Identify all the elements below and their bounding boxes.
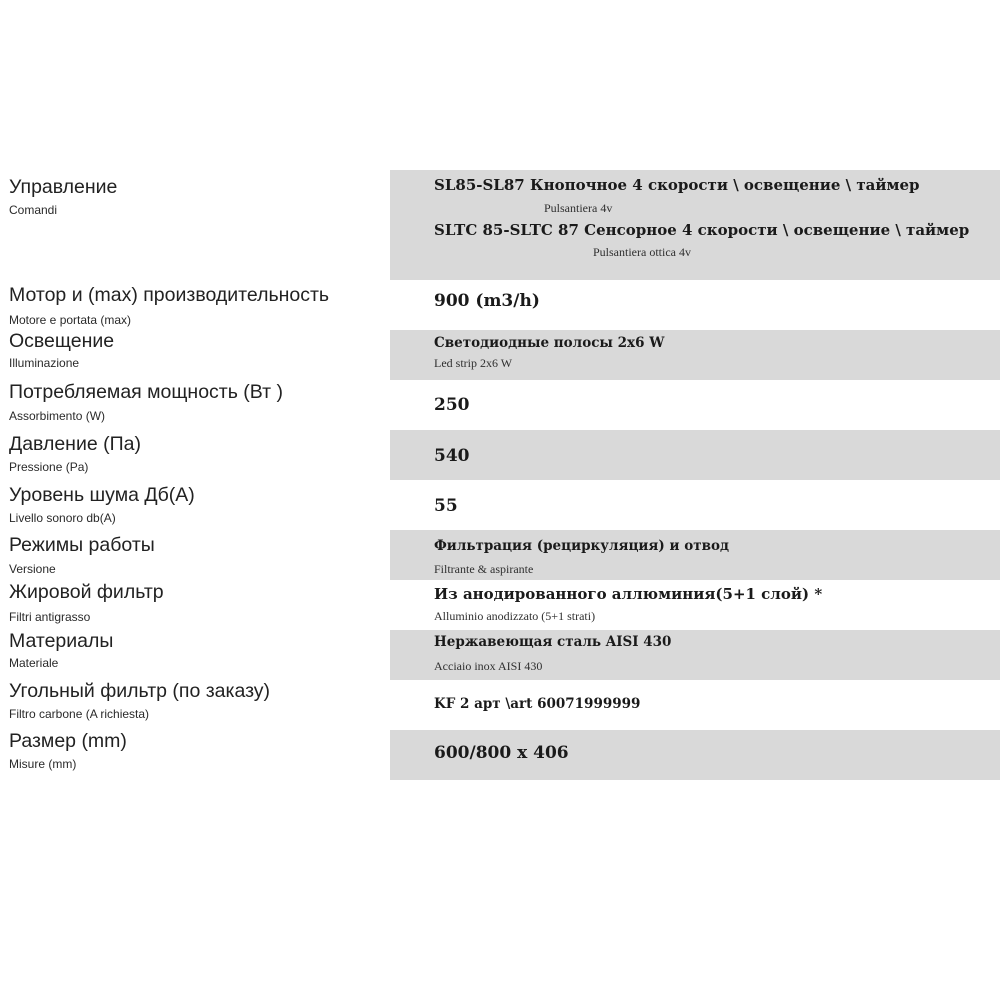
label-it: Illuminazione <box>9 356 80 370</box>
row-label <box>0 430 390 480</box>
value-main: Светодиодные полосы 2x6 W <box>434 335 665 351</box>
spec-row-materials <box>0 630 1000 680</box>
label-it: Filtri antigrasso <box>9 610 91 624</box>
value-sub: Acciaio inox AISI 430 <box>434 659 543 673</box>
value-sub: Filtrante & aspirante <box>434 562 534 576</box>
value-main: SLTC 85-SLTC 87 Сенсорное 4 скорости \ освещение \ таймер <box>434 221 970 239</box>
row-label <box>0 730 390 780</box>
label-it: Motore e portata (max) <box>9 313 132 327</box>
row-label <box>0 170 390 280</box>
value-sub: Led strip 2x6 W <box>434 356 513 370</box>
spec-row-controls <box>0 170 1000 280</box>
value-main: 250 <box>434 395 470 415</box>
row-label <box>0 530 390 580</box>
value-main: 540 <box>434 446 470 466</box>
label-it: Assorbimento (W) <box>9 409 106 423</box>
label-ru: Потребляемая мощность (Вт ) <box>9 381 283 403</box>
label-ru: Режимы работы <box>9 534 155 556</box>
value-cell <box>390 530 1000 580</box>
label-it: Materiale <box>9 656 59 670</box>
label-it: Livello sonoro db(A) <box>9 511 116 525</box>
spec-row-pressure <box>0 430 1000 480</box>
value-main: 55 <box>434 496 458 516</box>
label-it: Filtro carbone (A richiesta) <box>9 707 150 721</box>
row-label <box>0 680 390 730</box>
value-cell <box>390 680 1000 730</box>
label-ru: Размер (mm) <box>9 730 127 752</box>
label-ru: Материалы <box>9 630 114 652</box>
label-ru: Мотор и (max) производительность <box>9 284 330 306</box>
label-ru: Угольный фильтр (по заказу) <box>9 680 271 702</box>
value-cell <box>390 380 1000 430</box>
spec-row-noise <box>0 480 1000 530</box>
value-main: SL85-SL87 Кнопочное 4 скорости \ освещение \ таймер <box>434 176 920 194</box>
label-it: Versione <box>9 562 56 576</box>
value-main: Нержавеющая сталь AISI 430 <box>434 634 672 650</box>
spec-row-lighting <box>0 330 1000 380</box>
row-label <box>0 280 390 330</box>
label-ru: Освещение <box>9 330 115 352</box>
value-cell <box>390 280 1000 330</box>
label-it: Misure (mm) <box>9 757 77 771</box>
value-cell <box>390 170 1000 280</box>
value-cell <box>390 580 1000 630</box>
value-sub: Pulsantiera 4v <box>544 201 613 215</box>
value-cell <box>390 630 1000 680</box>
value-main: KF 2 арт \art 60071999999 <box>434 696 641 712</box>
value-main: 900 (m3/h) <box>434 291 540 311</box>
label-ru: Управление <box>9 176 118 198</box>
value-main: Из анодированного аллюминия(5+1 слой) * <box>434 585 823 603</box>
spec-row-carbon-filter <box>0 680 1000 730</box>
label-it: Pressione (Pa) <box>9 460 89 474</box>
label-ru: Уровень шума Дб(А) <box>9 484 195 506</box>
label-it: Comandi <box>9 203 58 217</box>
spec-row-motor <box>0 280 1000 330</box>
value-sub: Pulsantiera ottica 4v <box>593 245 691 259</box>
spec-row-power <box>0 380 1000 430</box>
value-cell <box>390 330 1000 380</box>
label-ru: Жировой фильтр <box>9 581 164 603</box>
value-cell <box>390 430 1000 480</box>
row-label <box>0 330 390 380</box>
value-cell <box>390 480 1000 530</box>
row-label <box>0 480 390 530</box>
label-ru: Давление (Па) <box>9 433 141 455</box>
row-label <box>0 380 390 430</box>
spec-row-modes <box>0 530 1000 580</box>
value-sub: Alluminio anodizzato (5+1 strati) <box>434 609 596 623</box>
value-cell <box>390 730 1000 780</box>
row-label <box>0 580 390 630</box>
spec-row-grease-filter <box>0 580 1000 630</box>
spec-row-dimensions <box>0 730 1000 780</box>
value-main: 600/800 x 406 <box>434 743 569 763</box>
row-label <box>0 630 390 680</box>
value-main: Фильтрация (рециркуляция) и отвод <box>434 538 729 554</box>
